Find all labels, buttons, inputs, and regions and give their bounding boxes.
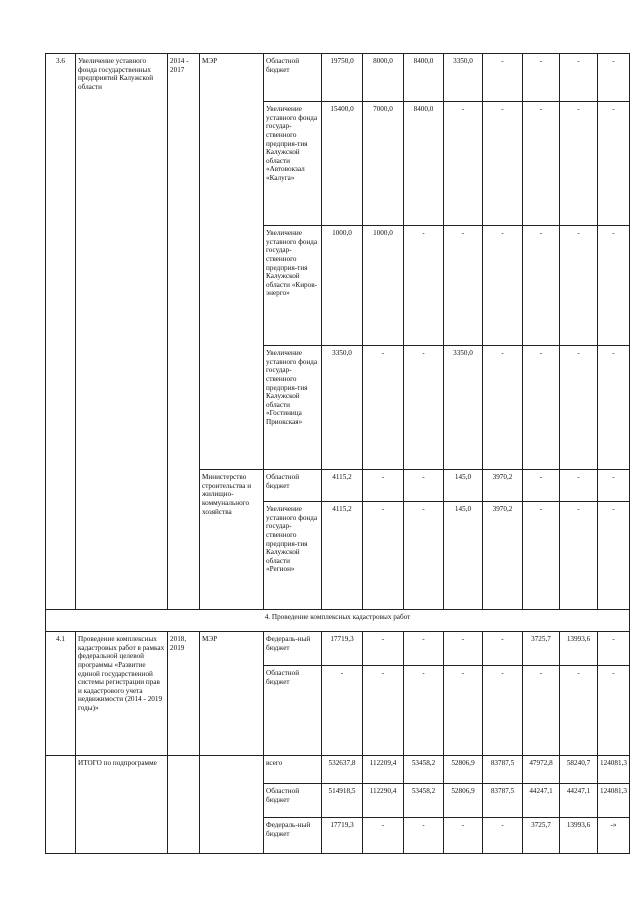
row-number: 4.1 [46, 632, 76, 756]
value-total: 532637,8 [322, 756, 363, 784]
program-table [45, 53, 630, 854]
value-2019: - [560, 226, 598, 346]
value-2020: - [598, 666, 630, 756]
value-2020: - [598, 502, 630, 610]
value-2015: - [404, 502, 444, 610]
value-2014: 1000,0 [363, 226, 404, 346]
funding-source: Областной бюджет [264, 470, 322, 502]
value-2020: - [598, 102, 630, 226]
value-2014: - [363, 502, 404, 610]
value-2018: - [523, 502, 560, 610]
value-2017: - [483, 54, 523, 102]
value-2014: - [363, 666, 404, 756]
executor: МЭР [200, 54, 264, 470]
value-2020: -» [598, 818, 630, 854]
section-heading: 4. Проведение комплексных кадастровых работ [46, 610, 630, 632]
value-total: 15400,0 [322, 102, 363, 226]
table-row [46, 756, 630, 784]
value-2016: 3350,0 [444, 54, 483, 102]
value-2016: - [444, 818, 483, 854]
value-total: 17719,3 [322, 632, 363, 666]
empty-cell [46, 756, 76, 854]
value-2020: - [598, 226, 630, 346]
value-2018: - [523, 346, 560, 470]
funding-source: Увеличение уставного фонда государ-ственного предприя-тия Калужской области «Гостиница Приокская» [264, 346, 322, 470]
value-2015: - [404, 818, 444, 854]
value-2018: 44247,1 [523, 784, 560, 818]
empty-cell [200, 756, 264, 854]
value-2017: - [483, 226, 523, 346]
value-2015: 53458,2 [404, 784, 444, 818]
value-2017: - [483, 102, 523, 226]
value-2018: - [523, 102, 560, 226]
value-2015: - [404, 346, 444, 470]
empty-cell [168, 756, 200, 854]
value-2015: 8400,0 [404, 54, 444, 102]
activity-name: Проведение комплексных кадастровых работ в рамках федеральной целевой программы «Развитие единой государственной системы регистрации прав и кадастрового учета недвижимости (2014 - 2019 годы)» [76, 632, 168, 756]
value-2014: - [363, 632, 404, 666]
value-2015: 53458,2 [404, 756, 444, 784]
value-2018: 3725,7 [523, 632, 560, 666]
value-2014: 112209,4 [363, 756, 404, 784]
value-2016: 52806,9 [444, 784, 483, 818]
value-2014: 8000,0 [363, 54, 404, 102]
funding-source: Увеличение уставного фонда государ-ственного предприя-тия Калужской области «Автовокзал «Калуга» [264, 102, 322, 226]
value-2020: - [598, 470, 630, 502]
value-2014: 7000,0 [363, 102, 404, 226]
value-2016: 52806,9 [444, 756, 483, 784]
funding-source: Областной бюджет [264, 784, 322, 818]
value-2019: 13993,6 [560, 818, 598, 854]
value-2016: - [444, 666, 483, 756]
table-row [46, 632, 630, 666]
value-2014: - [363, 346, 404, 470]
value-2016: 145,0 [444, 502, 483, 610]
value-2016: - [444, 226, 483, 346]
value-2020: 124081,3 [598, 784, 630, 818]
value-total: 1000,0 [322, 226, 363, 346]
value-2019: - [560, 102, 598, 226]
table-row [46, 610, 630, 632]
value-2019: 13993,6 [560, 632, 598, 666]
executor: Министерство строительства и жилищно-коммунального хозяйства [200, 470, 264, 610]
period: 2014 - 2017 [168, 54, 200, 610]
value-2015: - [404, 632, 444, 666]
value-total: 17719,3 [322, 818, 363, 854]
value-2019: - [560, 666, 598, 756]
value-2017: - [483, 632, 523, 666]
value-2015: - [404, 470, 444, 502]
value-2018: 3725,7 [523, 818, 560, 854]
value-2020: - [598, 632, 630, 666]
value-2018: - [523, 666, 560, 756]
funding-source: всего [264, 756, 322, 784]
executor: МЭР [200, 632, 264, 756]
value-2016: 145,0 [444, 470, 483, 502]
activity-name: Увеличение уставного фонда государственных предприятий Калужской области [76, 54, 168, 610]
value-2019: - [560, 502, 598, 610]
value-2020: 124081,3 [598, 756, 630, 784]
value-2015: - [404, 666, 444, 756]
value-2020: - [598, 346, 630, 470]
value-2016: 3350,0 [444, 346, 483, 470]
value-2016: - [444, 632, 483, 666]
value-2017: 83787,5 [483, 756, 523, 784]
value-2017: 3970,2 [483, 470, 523, 502]
value-2018: - [523, 470, 560, 502]
value-2015: 8400,0 [404, 102, 444, 226]
funding-source: Областной бюджет [264, 666, 322, 756]
value-2017: - [483, 346, 523, 470]
funding-source: Увеличение уставного фонда государ-ственного предприя-тия Калужской области «Киров-энерго» [264, 226, 322, 346]
value-2019: 58240,7 [560, 756, 598, 784]
value-2014: 112290,4 [363, 784, 404, 818]
value-2018: - [523, 54, 560, 102]
value-2016: - [444, 102, 483, 226]
value-total: 4115,2 [322, 502, 363, 610]
value-2019: - [560, 54, 598, 102]
value-total: 3350,0 [322, 346, 363, 470]
funding-source: Областной бюджет [264, 54, 322, 102]
value-2018: 47972,8 [523, 756, 560, 784]
value-total: 4115,2 [322, 470, 363, 502]
value-2017: 83787,5 [483, 784, 523, 818]
row-number: 3.6 [46, 54, 76, 610]
table-row [46, 54, 630, 102]
value-total: 19750,0 [322, 54, 363, 102]
value-2017: 3970,2 [483, 502, 523, 610]
value-2017: - [483, 818, 523, 854]
total-label: ИТОГО по подпрограмме [76, 756, 168, 854]
value-2019: - [560, 470, 598, 502]
period: 2018, 2019 [168, 632, 200, 756]
funding-source: Увеличение уставного фонда государ-ственного предприя-тия Калужской области «Регион» [264, 502, 322, 610]
value-2015: - [404, 226, 444, 346]
value-2019: - [560, 346, 598, 470]
funding-source: Федераль-ный бюджет [264, 632, 322, 666]
value-2020: - [598, 54, 630, 102]
value-2017: - [483, 666, 523, 756]
funding-source: Федераль-ный бюджет [264, 818, 322, 854]
value-2014: - [363, 818, 404, 854]
value-2019: 44247,1 [560, 784, 598, 818]
value-2014: - [363, 470, 404, 502]
value-total: - [322, 666, 363, 756]
value-2018: - [523, 226, 560, 346]
value-total: 514918,5 [322, 784, 363, 818]
